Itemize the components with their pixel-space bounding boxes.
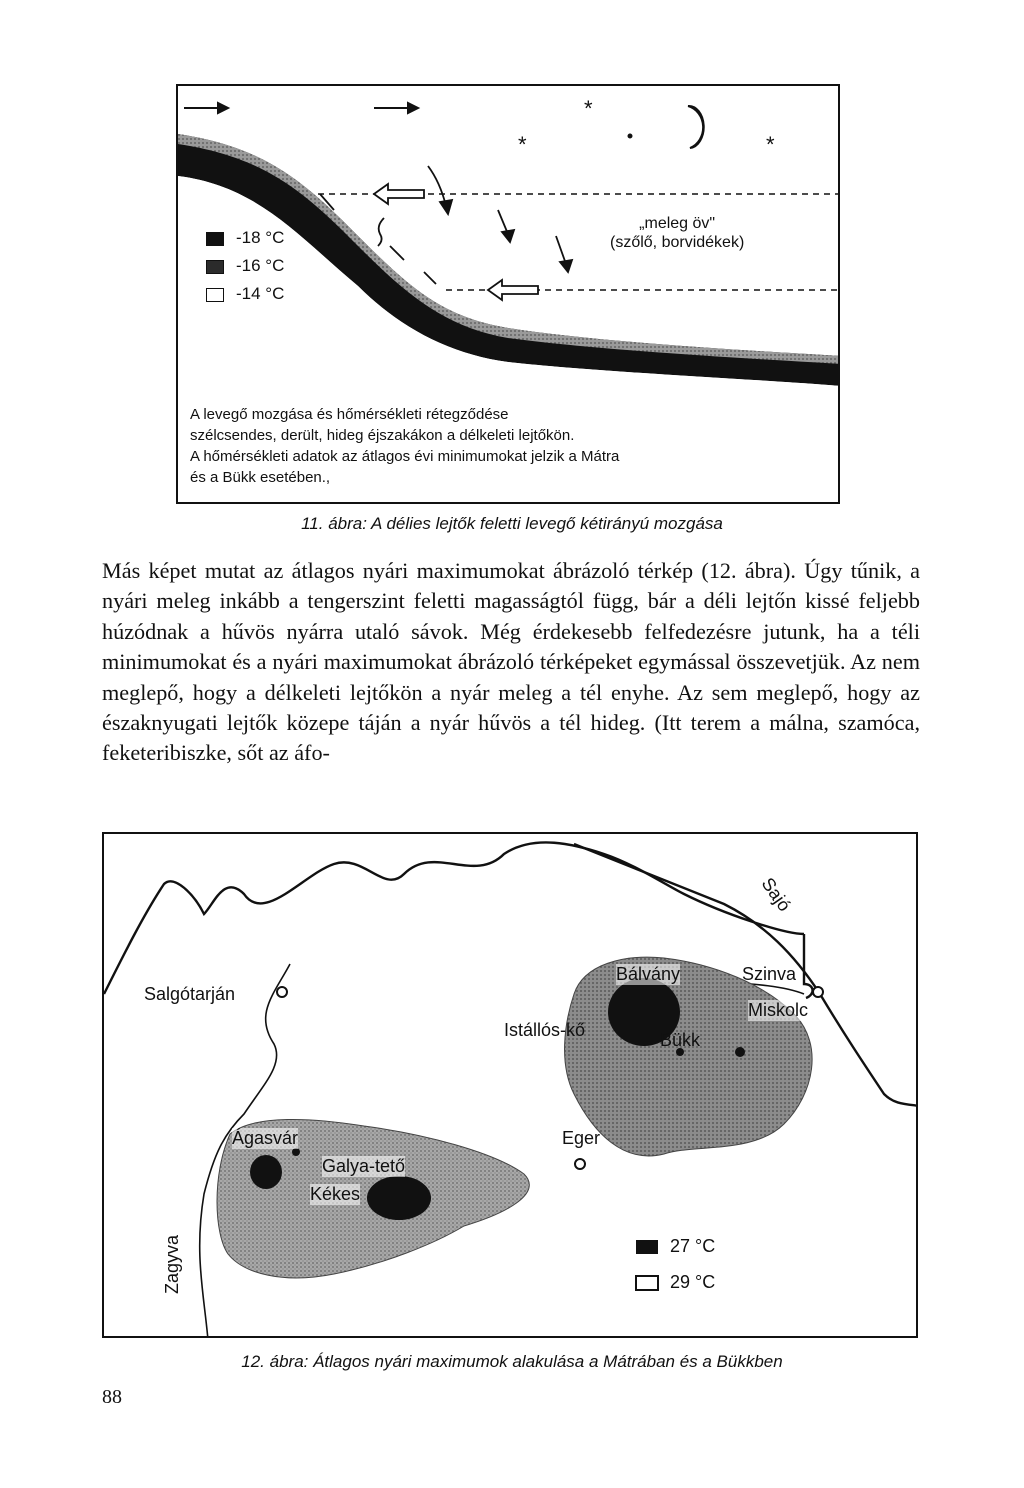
legend-label: -18 °C [236,228,285,247]
label-salgotarjan: Salgótarján [144,984,236,1004]
warm-belt-label [610,214,744,252]
figure-11 [176,84,840,504]
label-galya-teto: Galya-tető [322,1156,406,1176]
warm-belt-subtitle: (szőlő, borvidékek) [610,234,745,251]
svg-text:*: * [584,96,593,121]
map-graphic [104,834,918,1338]
note-line: A levegő mozgása és hőmérsékleti rétegződése [190,406,509,423]
legend-label-27: 27 °C [670,1236,716,1256]
svg-text:*: * [518,132,527,157]
legend-swatch-27 [636,1240,658,1254]
label-agasvar: Ágasvár [232,1128,299,1148]
legend-label: -16 °C [236,256,285,275]
note-line: A hőmérsékleti adatok az átlagos évi minimumokat jelzik a Mátra [190,448,620,465]
label-szinva: Szinva [742,964,797,984]
legend-item-16 [206,256,284,276]
page-number: 88 [102,1386,122,1408]
legend-label: -14 °C [236,284,285,303]
legend-swatch [206,232,224,246]
label-miskolc: Miskolc [748,1000,809,1020]
warm-belt-title: „meleg öv" [639,215,716,232]
figure-12-caption: 12. ábra: Átlagos nyári maximumok alakulása a Mátrában és a Bükkben [241,1352,783,1371]
legend-item-14 [206,284,284,304]
label-bukk-ko: Bükk [660,1030,701,1050]
legend-item-18 [206,228,284,248]
paragraph-text: Más képet mutat az átlagos nyári maximumokat ábrázoló térkép (12. ábra). Úgy tűnik, a nyári meleg inkább a tengerszint feletti magasságtól függ, bár a déli lejtőn kissé feljebb húzódnak a hűvös nyárra utaló sávok. Még érdekesebb felfedezésre jutunk, ha a téli minimumokat és a nyári maximumokat ábrázoló térképeket egymással összevetjük. Az nem meglepő, hogy a délkeleti lejtőkön a nyár meleg a tél enyhe. Az sem meglepő, hogy az északnyugati lejtők közepe táján a nyár hűvös a tél hideg. (Itt terem a málna, szamóca, feketeribiszke, sőt az áfo- [102,558,920,766]
svg-text:*: * [766,132,775,157]
figure-11-note [190,404,750,488]
figure-11-caption: 11. ábra: A délies lejtők feletti levegő kétirányú mozgása [301,514,723,533]
night-sky-icons [518,96,775,157]
label-istallos-ko: Istállós-kő [504,1020,586,1040]
legend-swatch-29 [636,1276,658,1290]
label-sajo: Sajó [757,874,795,915]
label-eger: Eger [562,1128,601,1148]
label-kekes: Kékes [310,1184,361,1204]
note-line: szélcsendes, derült, hideg éjszakákon a délkeleti lejtőkön. [190,427,575,444]
body-paragraph [102,556,920,769]
legend-swatch [206,288,224,302]
legend-swatch [206,260,224,274]
legend-label-29: 29 °C [670,1272,716,1292]
wind-arrows [184,103,418,113]
label-zagyva: Zagyva [162,1234,182,1294]
figure-12-map [102,832,918,1338]
label-balvany: Bálvány [616,964,681,984]
note-line: és a Bükk esetében., [190,469,331,486]
